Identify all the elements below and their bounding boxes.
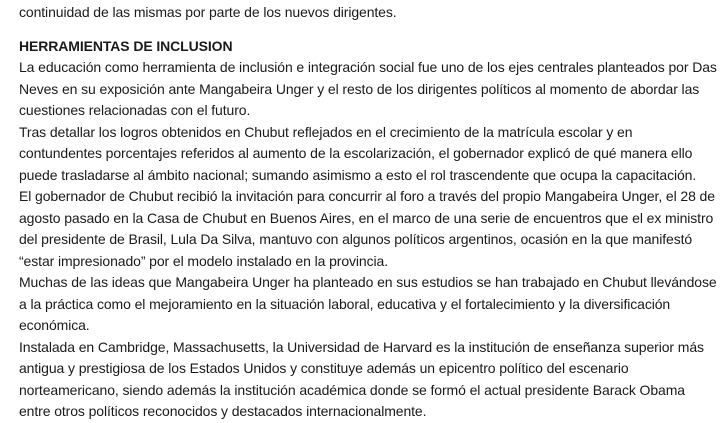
paragraph-achievements: Tras detallar los logros obtenidos en Chubut reflejados en el crecimiento de la matrícula escolar y en contundentes porcentajes referidos al aumento de la escolarización, el gobernador explicó de qué manera ello puede trasladarse al ámbito nacional; sumando asimismo a esto el rol trascendente que ocupa la capacitación.: [19, 123, 697, 183]
lead-in-text: continuidad de las mismas por parte de los nuevos dirigentes.: [19, 4, 397, 20]
section-heading: HERRAMIENTAS DE INCLUSION: [19, 37, 233, 54]
paragraph-education: La educación como herramienta de inclusión e integración social fue uno de los ejes centrales planteados por Das Neves en su exposición ante Mangabeira Unger y el resto de los dirigentes políticos al momento de abordar las cuestiones relacionadas con el futuro.: [19, 59, 717, 118]
paragraph-harvard: Instalada en Cambridge, Massachusetts, la Universidad de Harvard es la institución de enseñanza superior más antigua y prestigiosa de los Estados Unidos y constituye además un epicentro político del escenario norteamericano, siendo además la institución académica donde se formó el actual presidente Barack Obama entre otros políticos reconocidos y destacados internacionalmente.: [19, 338, 704, 419]
article-body: [19, 2, 719, 423]
paragraph-invitation: El gobernador de Chubut recibió la invitación para concurrir al foro a través del propio Mangabeira Unger, el 28 de agosto pasado en la Casa de Chubut en Buenos Aires, en el marco de una serie de encuentros que el ex ministro del presidente de Brasil, Lula Da Silva, mantuvo con algunos políticos argentinos, ocasión en la que manifestó “estar impresionado” por el modelo instalado en la provincia.: [19, 188, 715, 269]
paragraph-ideas: Muchas de las ideas que Mangabeira Unger ha planteado en sus estudios se han trabajado en Chubut llevándose a la práctica como el mejoramiento en la situación laboral, educativa y el fortalecimiento y la diversificación económica.: [19, 274, 717, 333]
